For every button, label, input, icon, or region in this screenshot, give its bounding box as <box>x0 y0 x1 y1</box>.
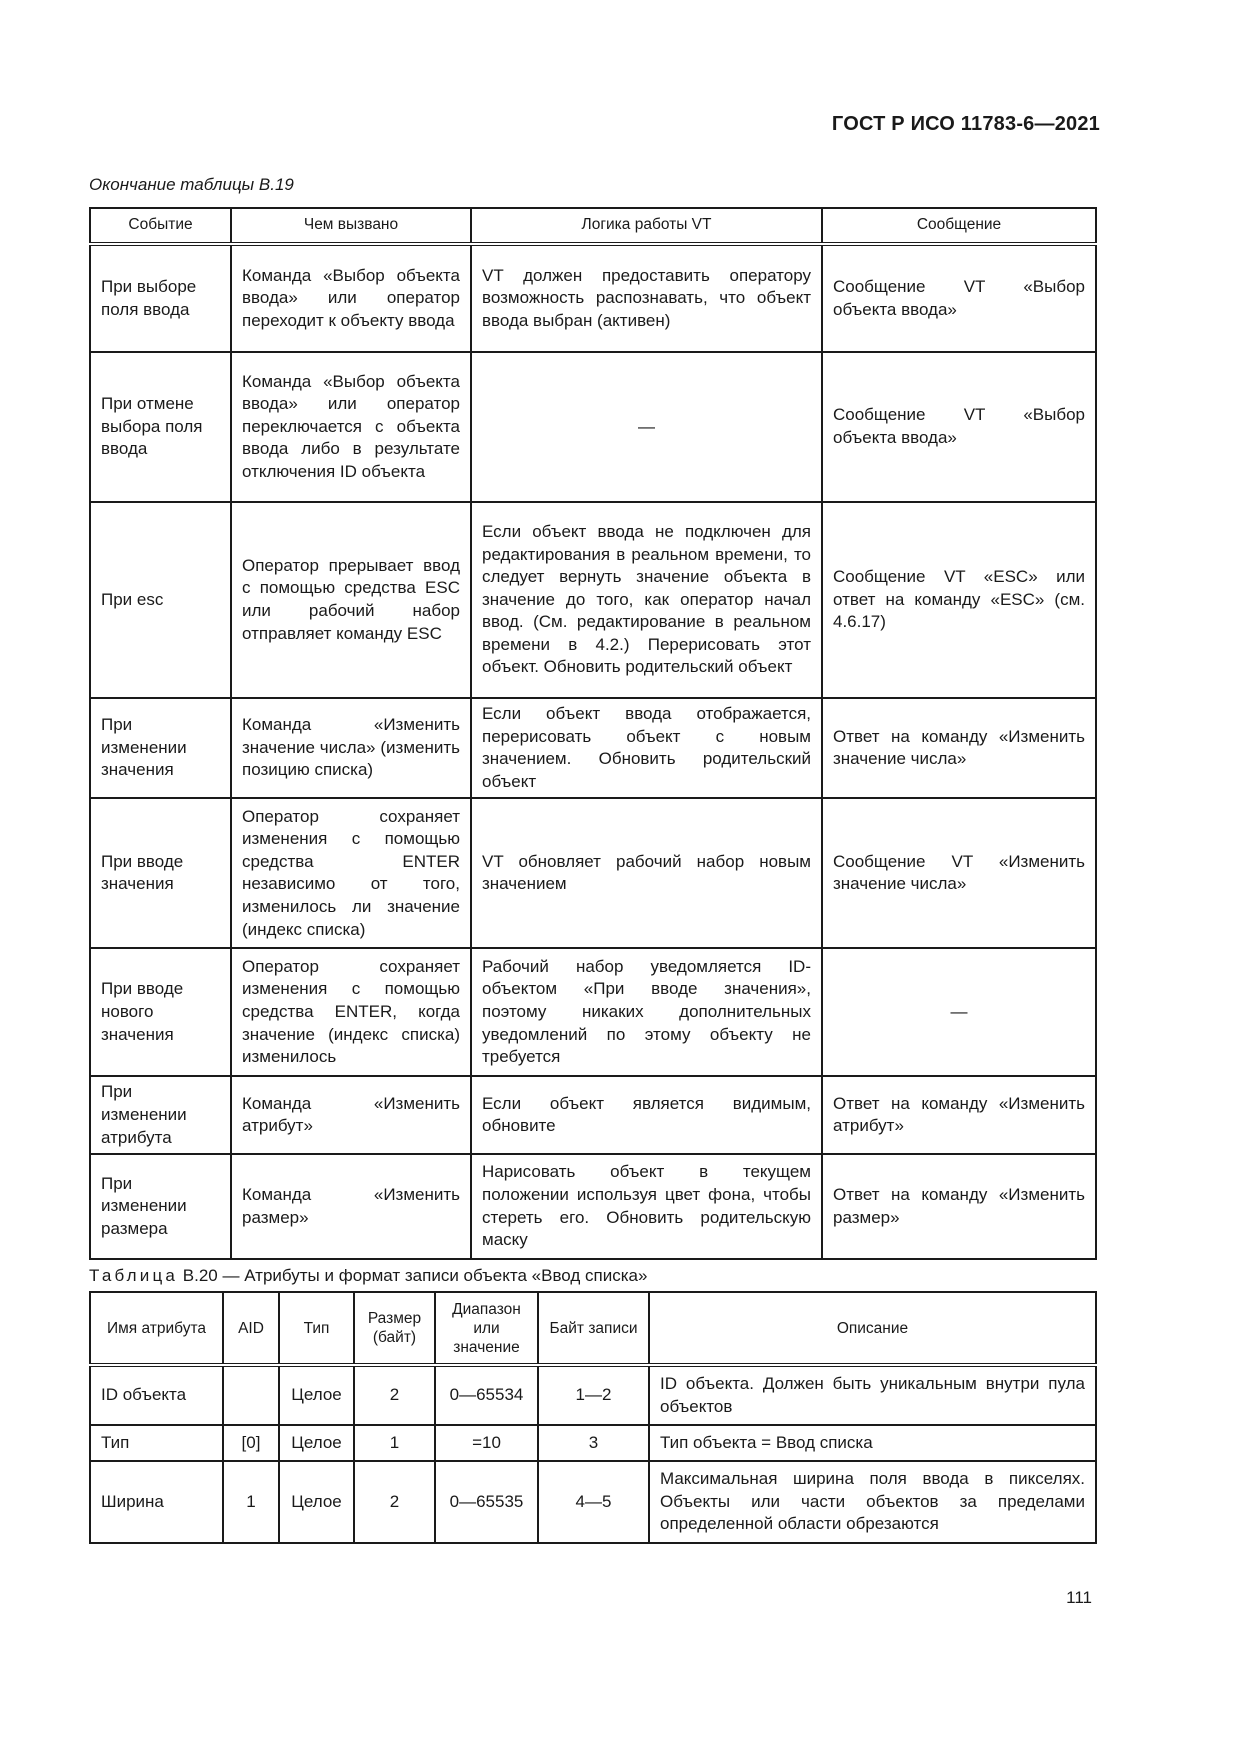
document-id: ГОСТ Р ИСО 11783-6—2021 <box>831 113 1100 135</box>
table-cell: Тип объекта = Ввод списка <box>649 1425 1096 1461</box>
table-cell: ID объекта <box>90 1365 223 1425</box>
table-row <box>90 1365 1096 1425</box>
table-row <box>90 502 1096 698</box>
table-cell: При вводе нового значения <box>90 948 231 1076</box>
table-cell: 4—5 <box>538 1461 649 1543</box>
table-header-row <box>90 208 1096 244</box>
table-row <box>90 948 1096 1076</box>
column-header: Описание <box>649 1292 1096 1365</box>
table-cell: 1 <box>354 1425 435 1461</box>
table-cell: Сообщение VT «Выбор объекта ввода» <box>822 352 1096 502</box>
column-header: AID <box>223 1292 279 1365</box>
column-header: Размер (байт) <box>354 1292 435 1365</box>
table-cell: При изменении размера <box>90 1154 231 1259</box>
column-header: Логика работы VT <box>471 208 822 244</box>
table-cell: При выборе поля ввода <box>90 244 231 352</box>
table-cell: Оператор прерывает ввод с помощью средства ESC или рабочий набор отправляет команду ESC <box>231 502 471 698</box>
table-cell: Сообщение VT «Выбор объекта ввода» <box>822 244 1096 352</box>
table-cell: При вводе значения <box>90 798 231 948</box>
table-cell: 3 <box>538 1425 649 1461</box>
table-row <box>90 1154 1096 1259</box>
table-cell: Ответ на команду «Изменить размер» <box>822 1154 1096 1259</box>
table-cell: Команда «Изменить размер» <box>231 1154 471 1259</box>
table-cell: Максимальная ширина поля ввода в пикселях. Объекты или части объектов за пределами определенной области обрезаются <box>649 1461 1096 1543</box>
page-number: 111 <box>1066 1588 1092 1607</box>
table-b20-caption <box>89 1266 647 1286</box>
table-cell: Команда «Выбор объекта ввода» или оператор переходит к объекту ввода <box>231 244 471 352</box>
table-caption-word: Таблица <box>89 1266 179 1285</box>
table-cell: Тип <box>90 1425 223 1461</box>
table-cell: Оператор сохраняет изменения с помощью средства ENTER, когда значение (индекс списка) изменилось <box>231 948 471 1076</box>
table-row <box>90 352 1096 502</box>
table-row <box>90 244 1096 352</box>
table-cell: 0—65534 <box>435 1365 538 1425</box>
table-cell: Если объект является видимым, обновите <box>471 1076 822 1154</box>
column-header: Диапазон или значение <box>435 1292 538 1365</box>
column-header: Сообщение <box>822 208 1096 244</box>
column-header: Тип <box>279 1292 354 1365</box>
table-row <box>90 1076 1096 1154</box>
table-cell: ID объекта. Должен быть уникальным внутри пула объектов <box>649 1365 1096 1425</box>
table-cell: Если объект ввода не подключен для редактирования в реальном времени, то следует вернуть значение объекта в значение до того, как оператор начал ввод. (См. редактирование в реальном времени в 4.2.) Перерисовать этот объект. Обновить родительский объект <box>471 502 822 698</box>
table-cell: При esc <box>90 502 231 698</box>
table-cell: Целое <box>279 1425 354 1461</box>
table-cell: Целое <box>279 1365 354 1425</box>
table-cell: 1 <box>223 1461 279 1543</box>
table-cell: Если объект ввода отображается, перерисовать объект с новым значением. Обновить родительский объект <box>471 698 822 798</box>
table-cell: Сообщение VT «ESC» или ответ на команду «ESC» (см. 4.6.17) <box>822 502 1096 698</box>
column-header: Событие <box>90 208 231 244</box>
column-header: Чем вызвано <box>231 208 471 244</box>
table-cell: Оператор сохраняет изменения с помощью средства ENTER независимо от того, изменилось ли значение (индекс списка) <box>231 798 471 948</box>
table-row <box>90 698 1096 798</box>
table-header-row <box>90 1292 1096 1365</box>
table-cell: При изменении атрибута <box>90 1076 231 1154</box>
table-cell: При отмене выбора поля ввода <box>90 352 231 502</box>
table-cell: Команда «Изменить значение числа» (изменить позицию списка) <box>231 698 471 798</box>
table-cell: VT должен предоставить оператору возможность распознавать, что объект ввода выбран (активен) <box>471 244 822 352</box>
table-cell: Сообщение VT «Изменить значение числа» <box>822 798 1096 948</box>
table-cell: 2 <box>354 1461 435 1543</box>
table-cell: Команда «Изменить атрибут» <box>231 1076 471 1154</box>
table-cell: =10 <box>435 1425 538 1461</box>
table-cell: Ответ на команду «Изменить атрибут» <box>822 1076 1096 1154</box>
table-row <box>90 1425 1096 1461</box>
table-cell: 0—65535 <box>435 1461 538 1543</box>
table-cell: VT обновляет рабочий набор новым значением <box>471 798 822 948</box>
table-cell: Ширина <box>90 1461 223 1543</box>
table-b19 <box>89 207 1097 1260</box>
table-cell: [0] <box>223 1425 279 1461</box>
table-cell: 2 <box>354 1365 435 1425</box>
table-cell: Ответ на команду «Изменить значение числа» <box>822 698 1096 798</box>
table-cell: — <box>822 948 1096 1076</box>
table-cell: Целое <box>279 1461 354 1543</box>
column-header: Имя атрибута <box>90 1292 223 1365</box>
table-b19-caption: Окончание таблицы В.19 <box>89 175 294 194</box>
table-cell: Команда «Выбор объекта ввода» или оператор переключается с объекта ввода либо в результате отключения ID объекта <box>231 352 471 502</box>
table-caption-title: В.20 — Атрибуты и формат записи объекта «Ввод списка» <box>178 1266 648 1285</box>
table-b20 <box>89 1291 1097 1544</box>
table-cell <box>223 1365 279 1425</box>
table-cell: Рабочий набор уведомляется ID-объектом «При вводе значения», поэтому никаких дополнительных уведомлений по этому объекту не требуется <box>471 948 822 1076</box>
table-cell: — <box>471 352 822 502</box>
column-header: Байт записи <box>538 1292 649 1365</box>
table-row <box>90 1461 1096 1543</box>
table-cell: При изменении значения <box>90 698 231 798</box>
table-cell: 1—2 <box>538 1365 649 1425</box>
table-cell: Нарисовать объект в текущем положении используя цвет фона, чтобы стереть его. Обновить родительскую маску <box>471 1154 822 1259</box>
table-row <box>90 798 1096 948</box>
